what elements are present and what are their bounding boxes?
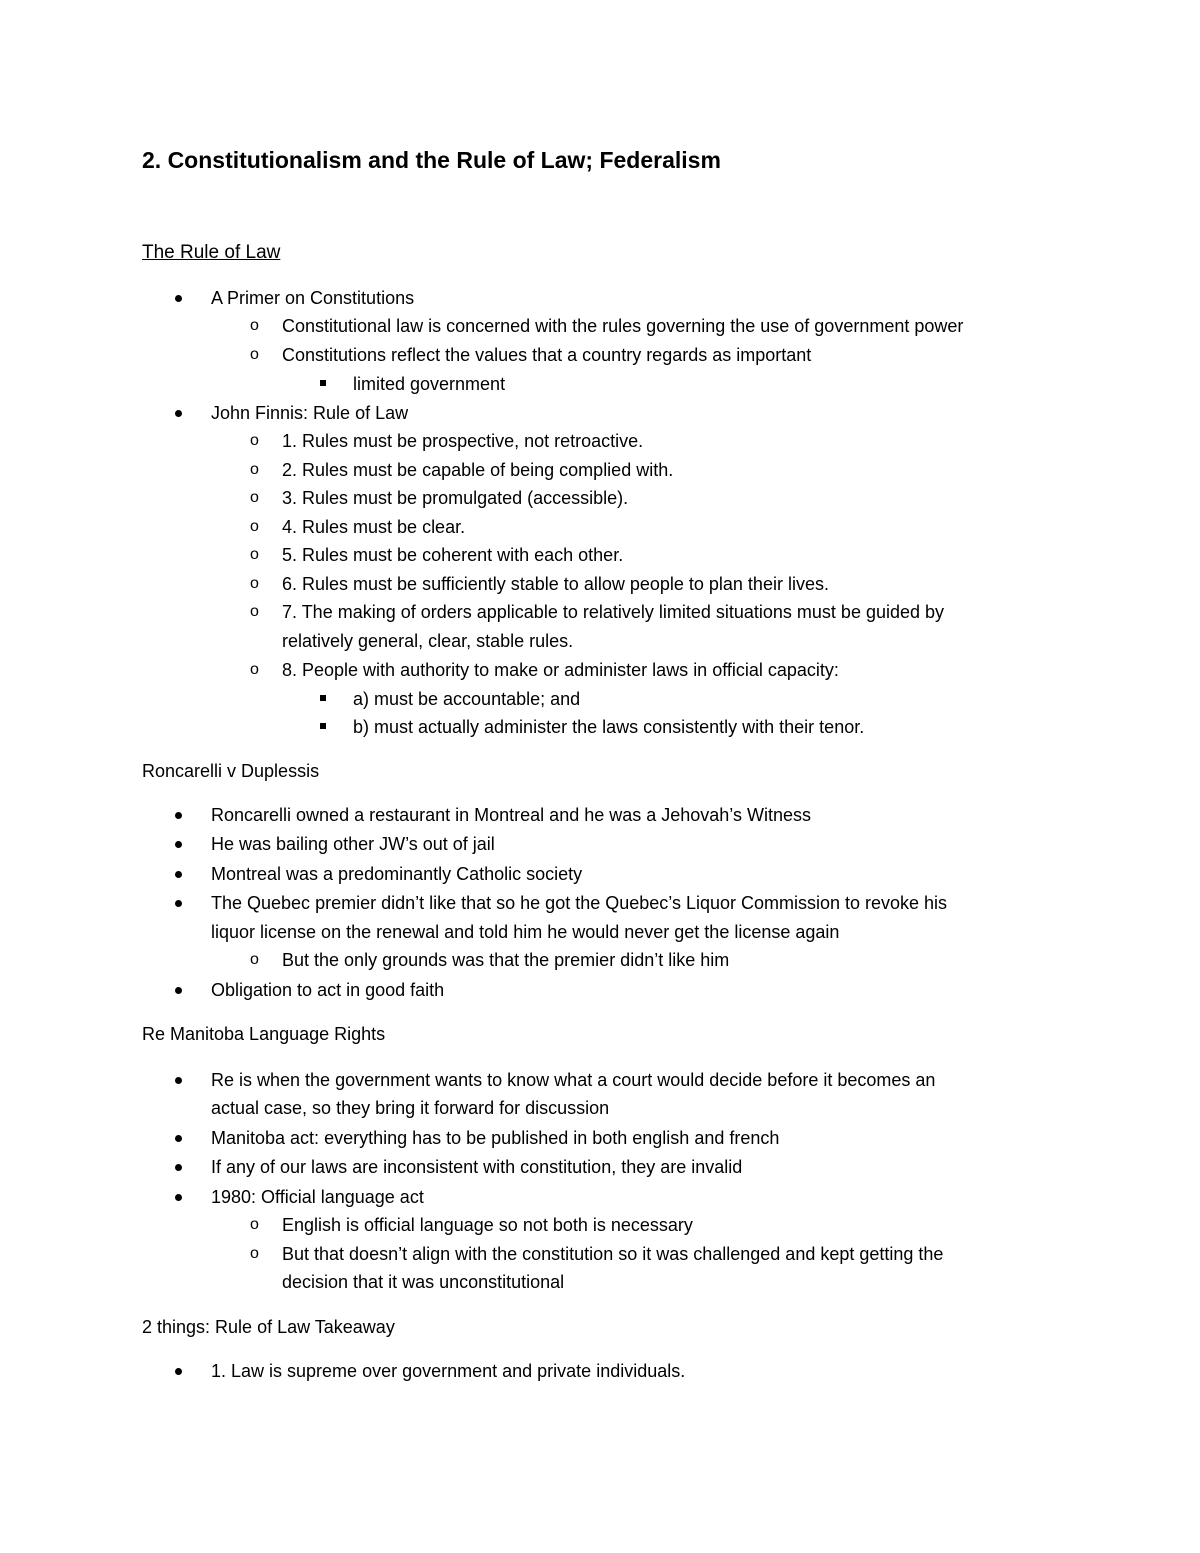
bullet-marker: [175, 295, 182, 302]
circle-marker: o: [250, 1216, 259, 1233]
circle-marker: o: [250, 461, 259, 478]
circle-marker: o: [250, 432, 259, 449]
rule-item: 8. People with authority to make or administer laws in official capacity:: [282, 660, 839, 680]
circle-marker: o: [250, 603, 259, 620]
list-item-continuation: decision that it was unconstitutional: [282, 1272, 565, 1292]
rule-item: 1. Rules must be prospective, not retroactive.: [282, 431, 644, 451]
rule-item: 4. Rules must be clear.: [282, 517, 466, 537]
list-item-finnis: John Finnis: Rule of Law: [211, 403, 409, 423]
rule-item: 3. Rules must be promulgated (accessible).: [282, 488, 629, 508]
list-item: He was bailing other JW’s out of jail: [211, 834, 495, 854]
circle-marker: o: [250, 489, 259, 506]
list-item: Constitutional law is concerned with the rules governing the use of government power: [282, 316, 964, 336]
section-heading-manitoba: Re Manitoba Language Rights: [142, 1024, 386, 1044]
bullet-marker: [175, 841, 182, 848]
list-item: 1980: Official language act: [211, 1187, 424, 1207]
circle-marker: o: [250, 546, 259, 563]
circle-marker: o: [250, 317, 259, 334]
rule-item: 6. Rules must be sufficiently stable to allow people to plan their lives.: [282, 574, 829, 594]
list-item: Roncarelli owned a restaurant in Montreal and he was a Jehovah’s Witness: [211, 805, 811, 825]
bullet-marker: [175, 1164, 182, 1171]
rule-item-continuation: relatively general, clear, stable rules.: [282, 631, 574, 651]
bullet-marker: [175, 987, 182, 994]
bullet-marker: [175, 871, 182, 878]
list-item: Obligation to act in good faith: [211, 980, 445, 1000]
bullet-marker: [175, 900, 182, 907]
circle-marker: o: [250, 661, 259, 678]
bullet-marker: [175, 1135, 182, 1142]
section-heading-takeaway: 2 things: Rule of Law Takeaway: [142, 1317, 395, 1337]
list-item-primer: A Primer on Constitutions: [211, 288, 415, 308]
list-item: Manitoba act: everything has to be published in both english and french: [211, 1128, 780, 1148]
list-item: The Quebec premier didn’t like that so he got the Quebec’s Liquor Commission to revoke his: [211, 893, 948, 913]
list-item-continuation: liquor license on the renewal and told him he would never get the license again: [211, 922, 840, 942]
list-item: English is official language so not both is necessary: [282, 1215, 693, 1235]
circle-marker: o: [250, 518, 259, 535]
sub-rule-item: a) must be accountable; and: [353, 689, 581, 709]
circle-marker: o: [250, 575, 259, 592]
square-marker: [320, 695, 326, 701]
bullet-marker: [175, 1077, 182, 1084]
section-heading-rule-of-law: The Rule of Law: [142, 242, 281, 263]
bullet-marker: [175, 812, 182, 819]
square-marker: [320, 380, 326, 386]
square-marker: [320, 723, 326, 729]
rule-item: 7. The making of orders applicable to relatively limited situations must be guided by: [282, 602, 945, 622]
list-item: If any of our laws are inconsistent with constitution, they are invalid: [211, 1157, 743, 1177]
list-item: Montreal was a predominantly Catholic society: [211, 864, 583, 884]
bullet-marker: [175, 410, 182, 417]
page-title: 2. Constitutionalism and the Rule of Law; Federalism: [142, 147, 721, 173]
list-item: Re is when the government wants to know what a court would decide before it becomes an: [211, 1070, 936, 1090]
rule-item: 2. Rules must be capable of being complied with.: [282, 460, 674, 480]
list-item-continuation: actual case, so they bring it forward for discussion: [211, 1098, 610, 1118]
section-heading-roncarelli: Roncarelli v Duplessis: [142, 761, 320, 781]
circle-marker: o: [250, 346, 259, 363]
list-item: 1. Law is supreme over government and private individuals.: [211, 1361, 686, 1381]
list-item: But that doesn’t align with the constitution so it was challenged and kept getting the: [282, 1244, 944, 1264]
bullet-marker: [175, 1194, 182, 1201]
bullet-marker: [175, 1368, 182, 1375]
rule-item: 5. Rules must be coherent with each other.: [282, 545, 624, 565]
list-item: But the only grounds was that the premier didn’t like him: [282, 950, 730, 970]
circle-marker: o: [250, 1245, 259, 1262]
circle-marker: o: [250, 951, 259, 968]
sub-rule-item: b) must actually administer the laws consistently with their tenor.: [353, 717, 865, 737]
list-item: limited government: [353, 374, 506, 394]
list-item: Constitutions reflect the values that a country regards as important: [282, 345, 812, 365]
